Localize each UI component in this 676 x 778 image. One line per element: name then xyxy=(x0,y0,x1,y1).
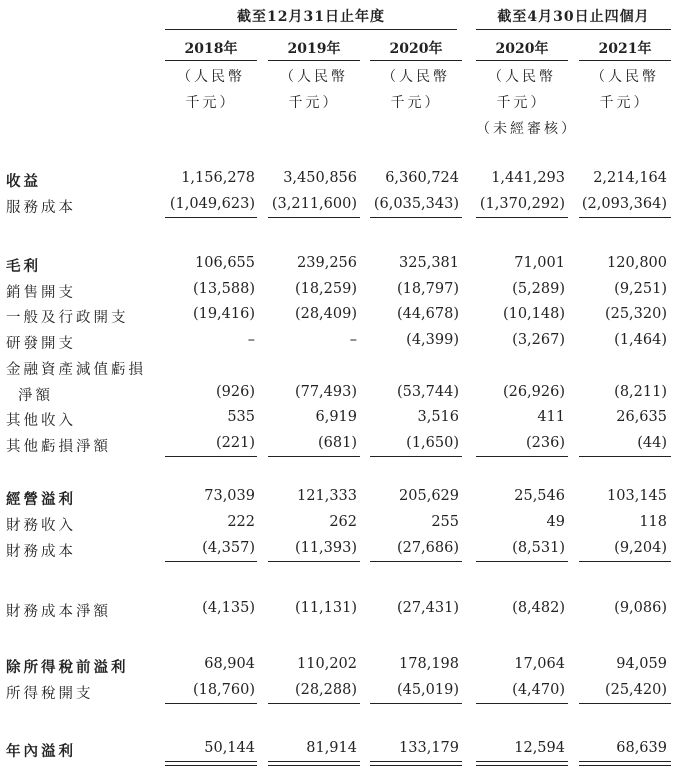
column-unit-line2-3: 千元） xyxy=(496,95,548,111)
row-label: 銷售開支 xyxy=(6,285,76,301)
table-cell: (9,204) xyxy=(614,540,667,556)
row-label: 經營溢利 xyxy=(6,491,76,508)
subtotal-underline xyxy=(268,561,360,562)
table-cell: (27,686) xyxy=(396,540,459,556)
table-cell: 411 xyxy=(537,409,565,425)
subtotal-underline xyxy=(476,703,568,704)
table-cell: 68,639 xyxy=(616,740,667,756)
table-cell: (3,211,600) xyxy=(271,196,357,212)
table-cell: (8,531) xyxy=(512,540,565,556)
table-cell: (11,393) xyxy=(294,540,357,556)
table-cell: 110,202 xyxy=(297,656,357,672)
subtotal-underline xyxy=(165,217,257,218)
table-cell: (44) xyxy=(637,435,667,451)
column-unit-line1-4: （人民幣 xyxy=(591,69,659,85)
table-cell: 255 xyxy=(431,514,459,530)
subtotal-underline xyxy=(165,456,257,457)
table-cell: 68,904 xyxy=(204,656,255,672)
table-cell: (19,416) xyxy=(192,306,255,322)
column-year-4: 2021年 xyxy=(598,41,652,57)
table-cell: 222 xyxy=(227,514,255,530)
table-cell: (8,482) xyxy=(512,600,565,616)
table-cell: (45,019) xyxy=(396,682,459,698)
subtotal-underline xyxy=(165,703,257,704)
double-underline xyxy=(476,761,568,766)
double-underline xyxy=(268,761,360,766)
double-underline xyxy=(579,761,671,766)
double-underline xyxy=(165,761,257,766)
table-cell: (2,093,364) xyxy=(581,196,667,212)
table-cell: 26,635 xyxy=(616,409,667,425)
column-unit-line2-1: 千元） xyxy=(288,95,340,111)
subtotal-underline xyxy=(476,217,568,218)
column-unit-line2-0: 千元） xyxy=(185,95,237,111)
row-label: 服務成本 xyxy=(6,200,76,216)
column-unit-line1-1: （人民幣 xyxy=(280,69,348,85)
table-cell: 49 xyxy=(546,514,565,530)
column-unit-line1-0: （人民幣 xyxy=(177,69,245,85)
table-cell: 12,594 xyxy=(514,740,565,756)
table-cell: 6,360,724 xyxy=(385,170,459,186)
subtotal-underline xyxy=(370,703,462,704)
column-unit-line2-4: 千元） xyxy=(599,95,651,111)
table-cell: 1,441,293 xyxy=(491,170,565,186)
header-group-four-months: 截至4月30日止四個月 xyxy=(497,9,650,25)
column-year-rule-3 xyxy=(476,60,568,61)
column-year-rule-2 xyxy=(370,60,462,61)
table-cell: 178,198 xyxy=(399,656,459,672)
table-cell: (44,678) xyxy=(396,306,459,322)
table-cell: 106,655 xyxy=(195,255,255,271)
table-cell: – xyxy=(247,332,255,348)
subtotal-underline xyxy=(579,456,671,457)
table-cell: 6,919 xyxy=(315,409,357,425)
table-cell: 239,256 xyxy=(297,255,357,271)
table-cell: (9,086) xyxy=(614,600,667,616)
column-year-1: 2019年 xyxy=(287,41,341,57)
column-year-rule-4 xyxy=(579,60,671,61)
table-cell: (681) xyxy=(318,435,357,451)
subtotal-underline xyxy=(370,456,462,457)
table-cell: 3,450,856 xyxy=(283,170,357,186)
row-label: 淨額 xyxy=(18,388,53,404)
table-cell: 50,144 xyxy=(204,740,255,756)
column-note-3: （未經審核） xyxy=(476,121,578,137)
row-label: 收益 xyxy=(6,173,41,190)
row-label: 其他收入 xyxy=(6,413,76,429)
table-cell: 81,914 xyxy=(306,740,357,756)
table-cell: (18,797) xyxy=(396,281,459,297)
table-cell: (10,148) xyxy=(502,306,565,322)
subtotal-underline xyxy=(165,561,257,562)
table-cell: 1,156,278 xyxy=(181,170,255,186)
table-cell: (4,135) xyxy=(202,600,255,616)
table-cell: 325,381 xyxy=(399,255,459,271)
subtotal-underline xyxy=(579,217,671,218)
table-cell: (5,289) xyxy=(512,281,565,297)
column-unit-line1-2: （人民幣 xyxy=(382,69,450,85)
table-cell: 71,001 xyxy=(514,255,565,271)
table-cell: (25,320) xyxy=(604,306,667,322)
table-cell: (926) xyxy=(216,384,255,400)
table-cell: (25,420) xyxy=(604,682,667,698)
table-cell: (6,035,343) xyxy=(373,196,459,212)
row-label: 財務收入 xyxy=(6,518,76,534)
table-cell: (18,259) xyxy=(294,281,357,297)
table-cell: (1,650) xyxy=(406,435,459,451)
column-year-rule-1 xyxy=(268,60,360,61)
table-cell: (1,049,623) xyxy=(169,196,255,212)
subtotal-underline xyxy=(268,456,360,457)
table-cell: (26,926) xyxy=(502,384,565,400)
table-cell: (13,588) xyxy=(192,281,255,297)
subtotal-underline xyxy=(476,456,568,457)
header-group-year-ended: 截至12月31日止年度 xyxy=(237,9,385,25)
row-label: 財務成本 xyxy=(6,544,76,560)
column-year-0: 2018年 xyxy=(184,41,238,57)
row-label: 年內溢利 xyxy=(6,743,76,760)
table-cell: 535 xyxy=(227,409,255,425)
table-cell: 133,179 xyxy=(399,740,459,756)
row-label: 財務成本淨額 xyxy=(6,604,111,620)
row-label: 所得稅開支 xyxy=(6,686,94,702)
table-cell: 2,214,164 xyxy=(593,170,667,186)
table-cell: (77,493) xyxy=(294,384,357,400)
column-year-3: 2020年 xyxy=(495,41,549,57)
column-year-2: 2020年 xyxy=(389,41,443,57)
table-cell: (1,370,292) xyxy=(479,196,565,212)
table-cell: 262 xyxy=(329,514,357,530)
row-label: 一般及行政開支 xyxy=(6,310,129,326)
table-cell: (3,267) xyxy=(512,332,565,348)
row-label: 其他虧損淨額 xyxy=(6,439,111,455)
table-cell: (8,211) xyxy=(614,384,667,400)
double-underline xyxy=(370,761,462,766)
table-cell: (9,251) xyxy=(614,281,667,297)
table-cell: (4,470) xyxy=(512,682,565,698)
subtotal-underline xyxy=(579,561,671,562)
row-label: 毛利 xyxy=(6,258,41,275)
table-cell: 121,333 xyxy=(297,488,357,504)
subtotal-underline xyxy=(370,561,462,562)
header-group-rule-1 xyxy=(165,29,457,30)
row-label: 研發開支 xyxy=(6,336,76,352)
table-cell: 73,039 xyxy=(204,488,255,504)
table-cell: 3,516 xyxy=(417,409,459,425)
subtotal-underline xyxy=(268,703,360,704)
table-cell: (28,409) xyxy=(294,306,357,322)
row-label: 金融資產減值虧損 xyxy=(6,362,146,378)
column-unit-line1-3: （人民幣 xyxy=(488,69,556,85)
subtotal-underline xyxy=(579,703,671,704)
table-cell: 25,546 xyxy=(514,488,565,504)
subtotal-underline xyxy=(476,561,568,562)
table-cell: (18,760) xyxy=(192,682,255,698)
table-cell: 120,800 xyxy=(607,255,667,271)
table-cell: (11,131) xyxy=(294,600,357,616)
table-cell: (4,399) xyxy=(406,332,459,348)
table-cell: 17,064 xyxy=(514,656,565,672)
table-cell: (28,288) xyxy=(294,682,357,698)
row-label: 除所得稅前溢利 xyxy=(6,659,129,676)
table-cell: (1,464) xyxy=(614,332,667,348)
table-cell: (27,431) xyxy=(396,600,459,616)
table-cell: (236) xyxy=(526,435,565,451)
column-unit-line2-2: 千元） xyxy=(390,95,442,111)
table-cell: – xyxy=(349,332,357,348)
subtotal-underline xyxy=(268,217,360,218)
table-cell: 118 xyxy=(639,514,667,530)
table-cell: 103,145 xyxy=(607,488,667,504)
column-year-rule-0 xyxy=(165,60,257,61)
table-cell: 205,629 xyxy=(399,488,459,504)
table-cell: (53,744) xyxy=(396,384,459,400)
table-cell: (221) xyxy=(216,435,255,451)
subtotal-underline xyxy=(370,217,462,218)
table-cell: (4,357) xyxy=(202,540,255,556)
table-cell: 94,059 xyxy=(616,656,667,672)
header-group-rule-2 xyxy=(476,29,671,30)
